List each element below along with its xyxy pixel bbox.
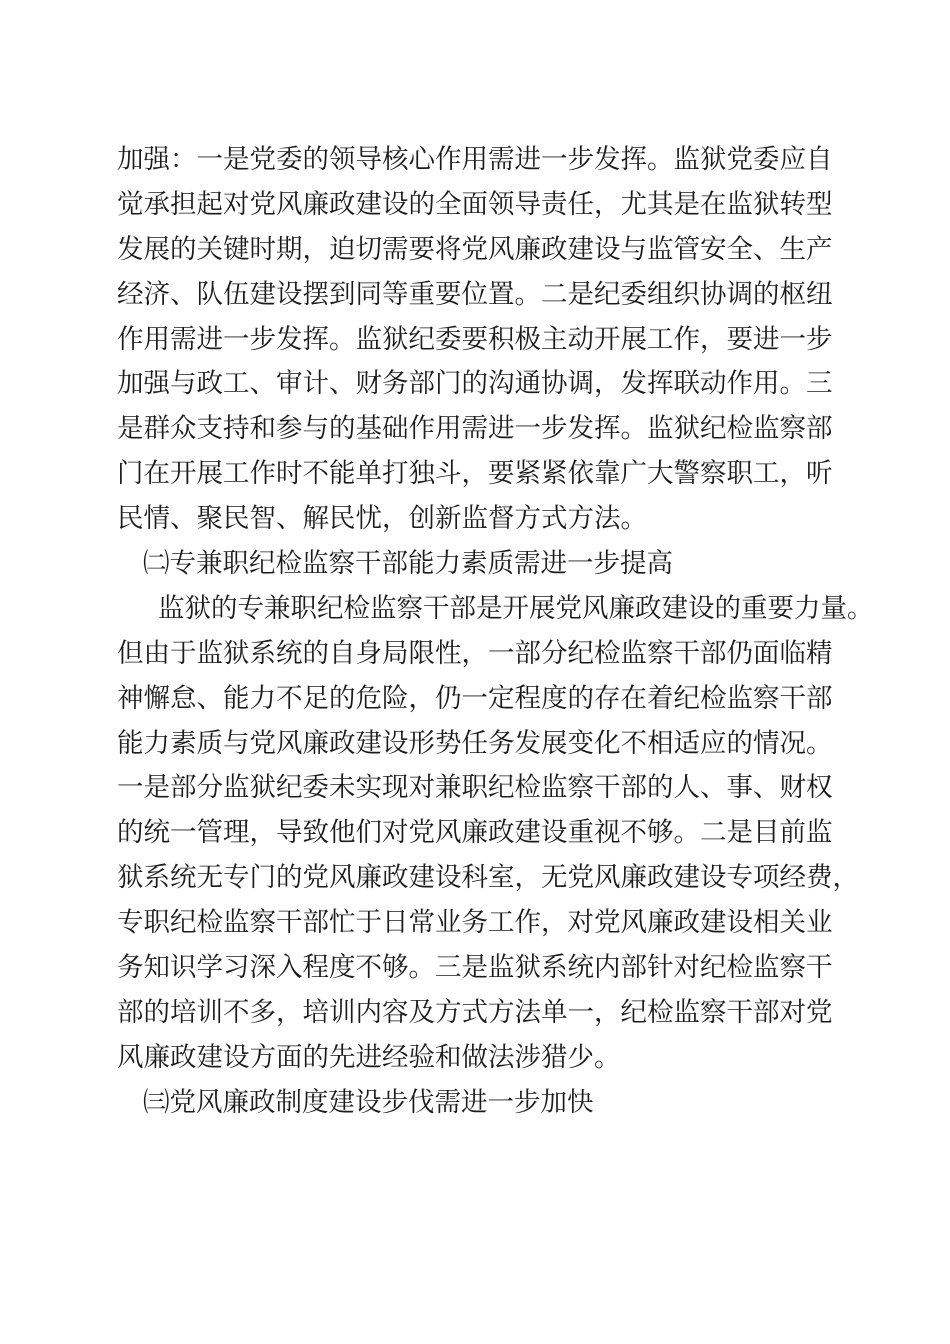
text-line: 能力素质与党风廉政建设形势任务发展变化不相适应的情况。: [117, 727, 833, 758]
text-line: 专职纪检监察干部忙于日常业务工作，对党风廉政建设相关业: [117, 907, 833, 938]
text-line: 发展的关键时期，迫切需要将党风廉政建设与监管安全、生产: [117, 233, 833, 264]
text-line: 务知识学习深入程度不够。三是监狱系统内部针对纪检监察干: [117, 952, 833, 983]
text-line: 是群众支持和参与的基础作用需进一步发挥。监狱纪检监察部: [117, 413, 833, 444]
text-line: 经济、队伍建设摆到同等重要位置。二是纪委组织协调的枢纽: [117, 278, 833, 309]
text-line: 但由于监狱系统的自身局限性，一部分纪检监察干部仍面临精: [117, 637, 833, 668]
text-line: 一是部分监狱纪委未实现对兼职纪检监察干部的人、事、财权: [117, 772, 833, 803]
text-line: 狱系统无专门的党风廉政建设科室，无党风廉政建设专项经费，: [117, 862, 859, 893]
text-line: 监狱的专兼职纪检监察干部是开展党风廉政建设的重要力量。: [158, 592, 874, 623]
paragraph-body: [117, 586, 874, 1080]
text-line: 作用需进一步发挥。监狱纪委要积极主动开展工作，要进一步: [117, 323, 833, 354]
text-line: 的统一管理，导致他们对党风廉政建设重视不够。二是目前监: [117, 817, 833, 848]
text-line: 神懈怠、能力不足的危险，仍一定程度的存在着纪检监察干部: [117, 682, 833, 713]
text-line: 民情、聚民智、解民忧，创新监督方式方法。: [117, 503, 647, 534]
text-line: 部的培训不多，培训内容及方式方法单一，纪检监察干部对党: [117, 996, 833, 1027]
text-line: 加强与政工、审计、财务部门的沟通协调，发挥联动作用。三: [117, 368, 833, 399]
section-heading-3: ㈢党风廉政制度建设步伐需进一步加快: [143, 1086, 594, 1117]
text-line: 觉承担起对党风廉政建设的全面领导责任，尤其是在监狱转型: [117, 188, 833, 219]
paragraph-continuation: [117, 137, 833, 541]
document-text-block: [117, 137, 874, 1125]
text-line: 风廉政建设方面的先进经验和做法涉猎少。: [117, 1041, 621, 1072]
text-line: 加强：一是党委的领导核心作用需进一步发挥。监狱党委应自: [117, 144, 833, 174]
section-heading-2: ㈡专兼职纪检监察干部能力素质需进一步提高: [143, 548, 673, 579]
text-line: 门在开展工作时不能单打独斗，要紧紧依靠广大警察职工，听: [117, 458, 833, 489]
